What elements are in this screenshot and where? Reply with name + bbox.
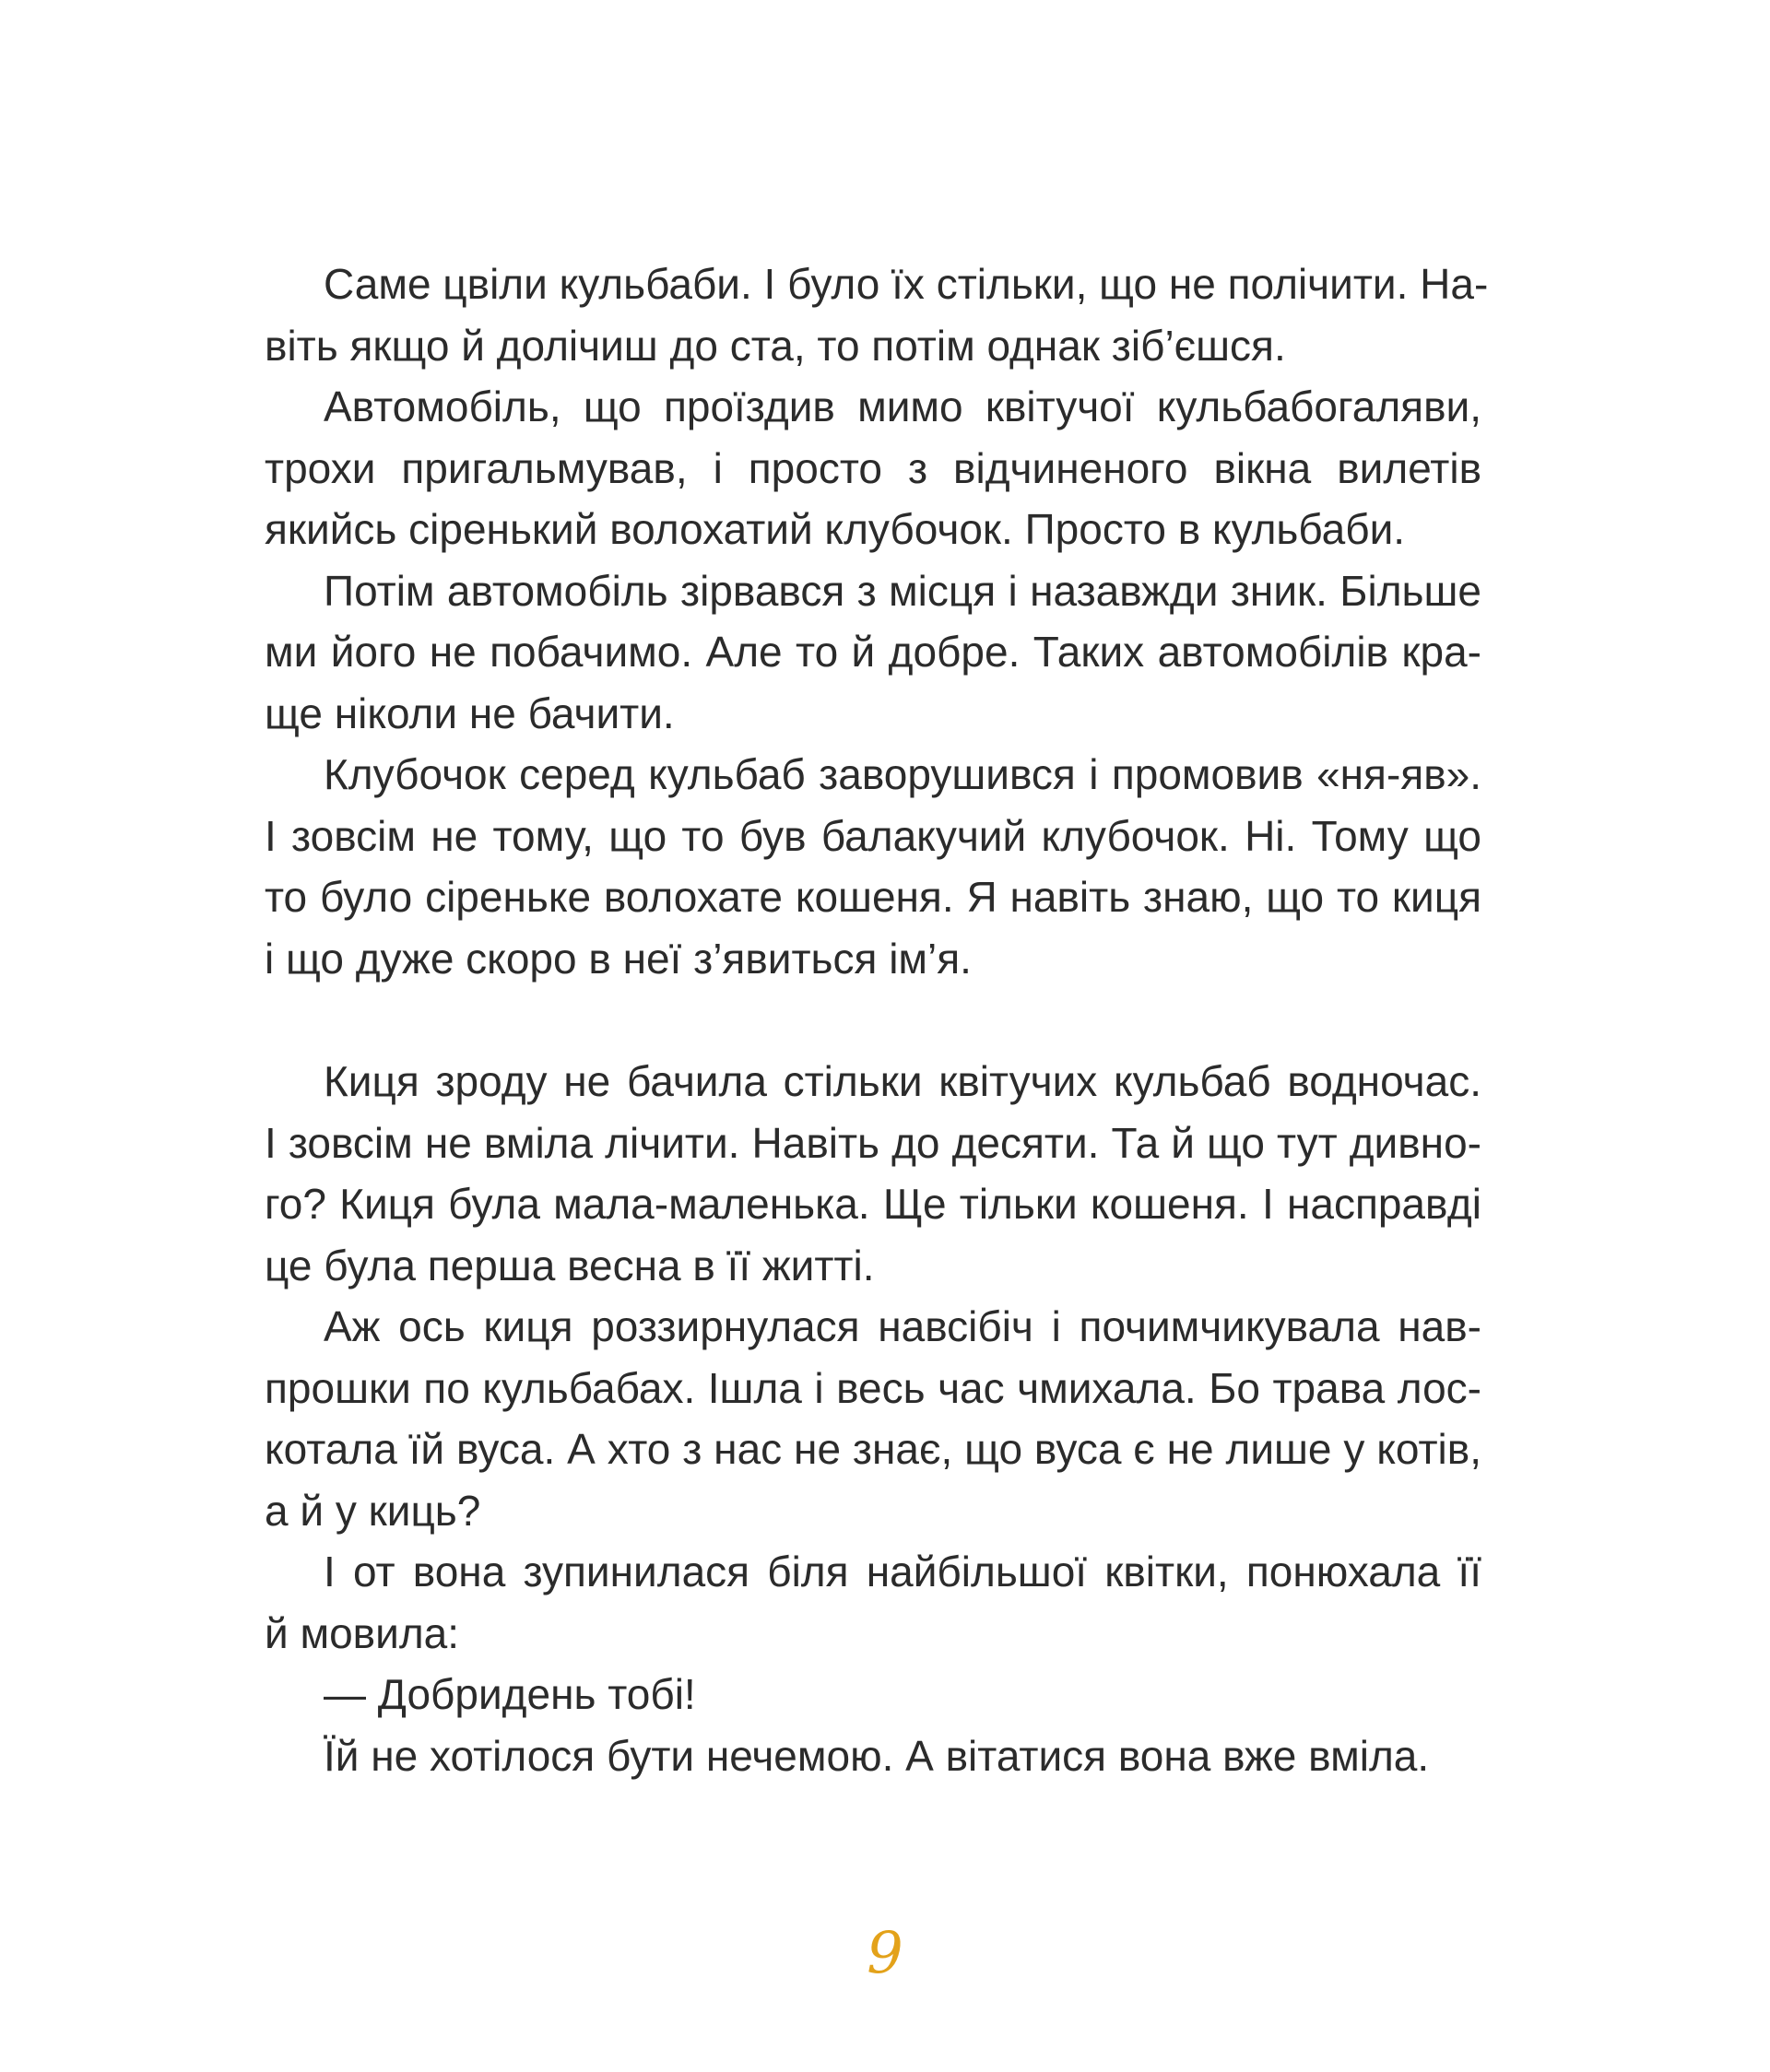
text-line: Їй не хотілося бути нечемою. А вітатися вона вже вміла. <box>324 1731 1430 1780</box>
text-block-1 <box>265 253 1489 989</box>
text-line: віть якщо й долічиш до ста, то потім однак зіб’єшся. <box>265 321 1286 370</box>
text-line: ще ніколи не бачити. <box>265 689 675 737</box>
text-line: І от вона зупинилася біля найбільшої квітки, понюхала її <box>324 1548 1481 1595</box>
text-line: Потім автомобіль зірвався з місця і назавжди зник. Більше <box>324 566 1481 615</box>
text-line: якийсь сіренький волохатий клубочок. Просто в кульбаби. <box>265 505 1406 553</box>
text-line: І зовсім не вміла лічити. Навіть до десяти. Та й що тут дивно- <box>265 1118 1481 1167</box>
text-line: а й у киць? <box>265 1486 481 1535</box>
page-number: 9 <box>867 1919 903 1986</box>
text-line: трохи пригальмував, і просто з відчиненого вікна вилетів <box>265 443 1481 492</box>
text-line: — Добридень тобі! <box>324 1670 696 1718</box>
text-line: прошки по кульбабах. Ішла і весь час чмихала. Бо трава лос- <box>265 1363 1481 1412</box>
text-line: і що дуже скоро в неї з’явиться ім’я. <box>265 934 972 983</box>
text-line: Клубочок серед кульбаб заворушився і промовив «ня-яв». <box>324 750 1481 798</box>
text-line: ми його не побачимо. Але то й добре. Таких автомобілів кра- <box>265 628 1481 676</box>
text-line: го? Киця була мала-маленька. Ще тільки кошеня. І насправді <box>265 1180 1481 1228</box>
text-line: це була перша весна в її житті. <box>265 1241 875 1289</box>
text-line: І зовсім не тому, що то був балакучий клубочок. Ні. Тому що <box>265 811 1481 860</box>
text-line: Киця зроду не бачила стільки квітучих кульбаб водночас. <box>324 1057 1481 1105</box>
text-line: Аж ось киця роззирнулася навсібіч і почимчикувала нав- <box>324 1302 1481 1350</box>
text-line: то було сіреньке волохате кошеня. Я навіть знаю, що то киця <box>265 873 1481 921</box>
text-block-2 <box>265 1051 1481 1786</box>
text-line: Автомобіль, що проїздив мимо квітучої кульбабогаляви, <box>324 383 1481 430</box>
text-line: й мовила: <box>265 1608 460 1657</box>
text-line: котала їй вуса. А хто з нас не знає, що вуса є не лише у котів, <box>265 1425 1481 1473</box>
text-line: Саме цвіли кульбаби. І було їх стільки, що не полічити. На- <box>324 260 1489 308</box>
